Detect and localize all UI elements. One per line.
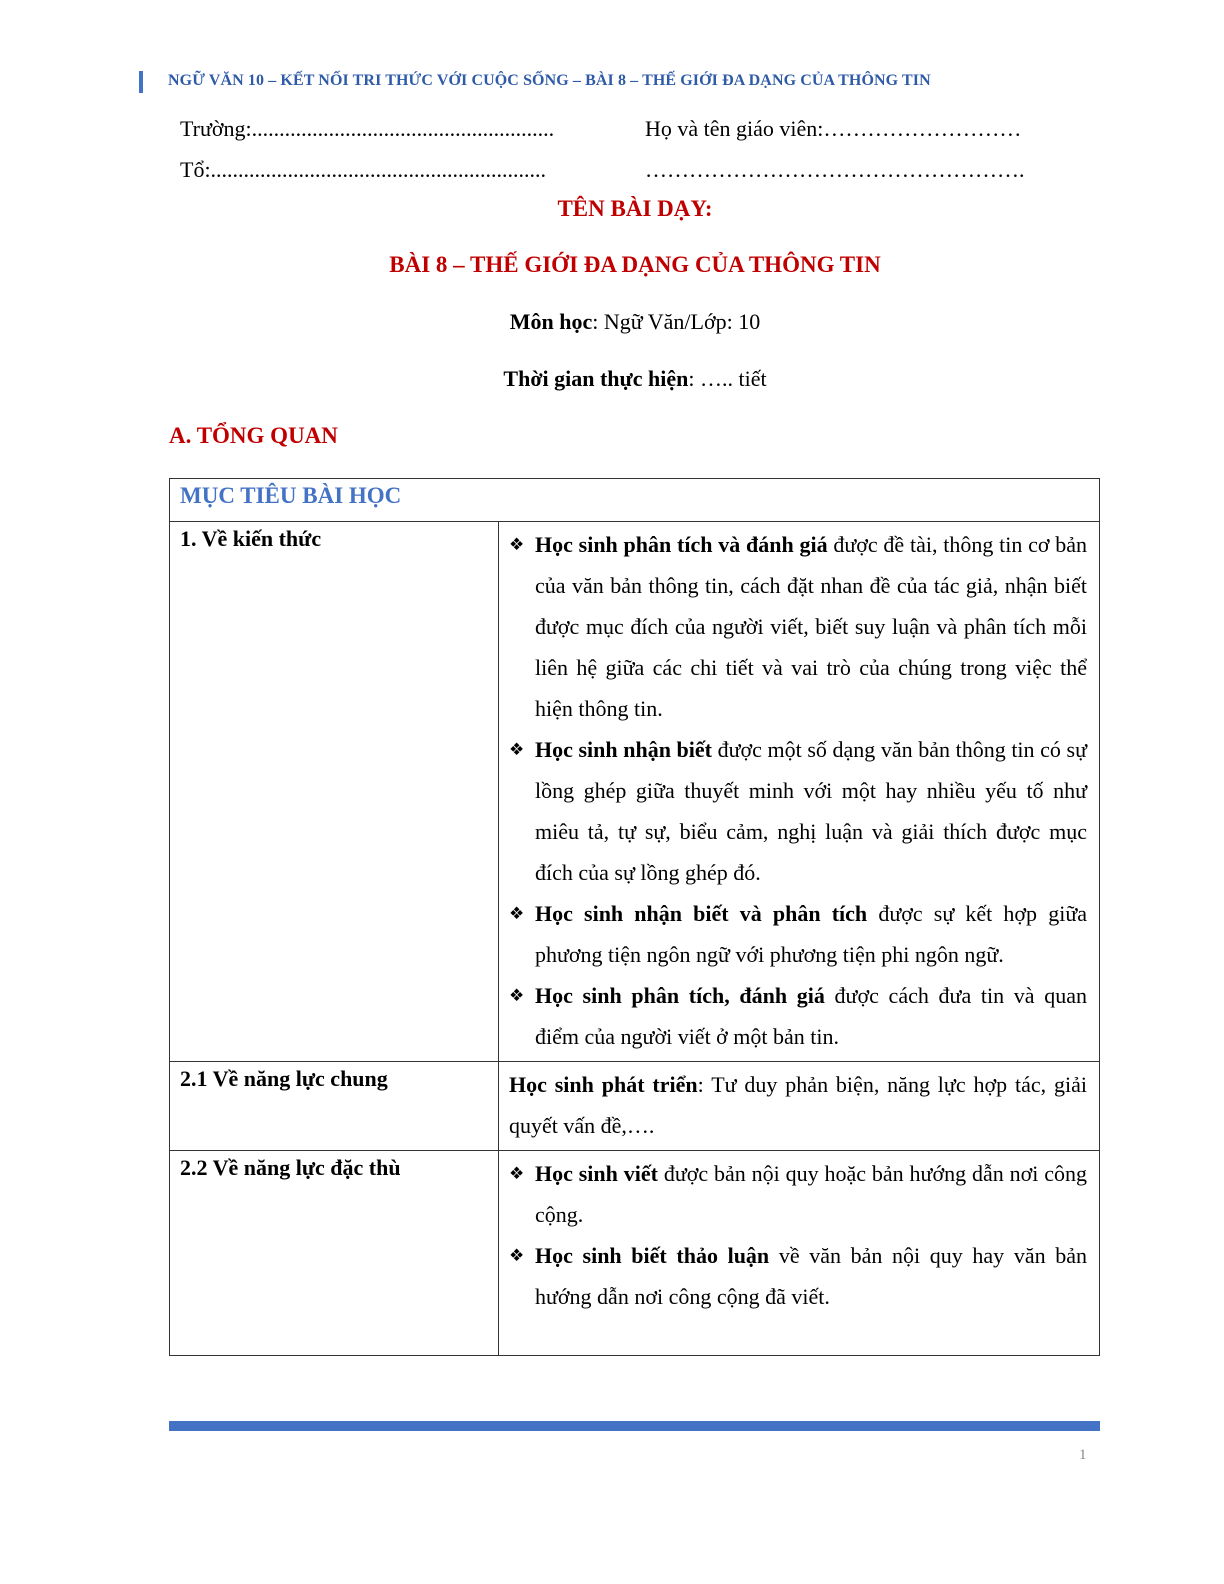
objectives-table <box>169 478 1100 1356</box>
item-bold: Học sinh viết <box>535 1161 658 1186</box>
running-header: NGỮ VĂN 10 – KẾT NỐI TRI THỨC VỚI CUỘC SỐNG – BÀI 8 – THẾ GIỚI ĐA DẠNG CỦA THÔNG TIN <box>168 72 931 89</box>
row-content <box>499 1062 1100 1151</box>
row-label: 2.2 Về năng lực đặc thù <box>170 1151 499 1356</box>
list-item <box>509 1153 1087 1235</box>
item-bold: Học sinh phân tích, đánh giá <box>535 983 825 1008</box>
list-item <box>509 729 1087 893</box>
page-number: 1 <box>1079 1447 1087 1463</box>
bullet-diamond-icon: ❖ <box>509 904 525 923</box>
plain-text <box>509 1064 1087 1146</box>
item-bold: Học sinh nhận biết và phân tích <box>535 901 868 926</box>
list-item <box>509 524 1087 729</box>
item-text: được sự kết hợp giữa phương tiện ngôn ngữ với phương tiện phi ngôn ngữ. <box>535 901 1088 967</box>
subject-label: Môn học <box>509 309 593 334</box>
bullet-diamond-icon: ❖ <box>509 740 525 759</box>
row-label: 1. Về kiến thức <box>170 522 499 1062</box>
item-bold: Học sinh phân tích và đánh giá <box>535 532 828 557</box>
item-text: được bản nội quy hoặc bản hướng dẫn nơi công cộng. <box>535 1161 1087 1227</box>
objectives-title: MỤC TIÊU BÀI HỌC <box>170 479 1100 522</box>
item-bold: Học sinh phát triển <box>509 1072 698 1097</box>
teacher-field: Họ và tên giáo viên:……………………… <box>645 116 1022 141</box>
bullet-diamond-icon: ❖ <box>509 1246 525 1265</box>
item-bold: Học sinh biết thảo luận <box>535 1243 770 1268</box>
table-row <box>170 522 1100 1062</box>
list-item <box>509 1235 1087 1317</box>
teacher-field-line2: ……………………………………………. <box>645 157 1025 182</box>
subject-line <box>0 309 1224 335</box>
bullet-diamond-icon: ❖ <box>509 1164 525 1183</box>
item-text: được cách đưa tin và quan điểm của người viết ở một bản tin. <box>535 983 1087 1049</box>
item-text: được một số dạng văn bản thông tin có sự lồng ghép giữa thuyết minh với một hay nhiều yếu tố như miêu tả, tự sự, biểu cảm, nghị luận và giải thích được mục đích của sự lồng ghép đó. <box>535 737 1087 885</box>
item-text: được đề tài, thông tin cơ bản của văn bản thông tin, cách đặt nhan đề của tác giả, nhận biết được mục đích của người viết, biết suy luận và phân tích mỗi liên hệ giữa các chi tiết và vai trò của chúng trong việc thể hiện thông tin. <box>535 532 1088 721</box>
item-text: về văn bản nội quy hay văn bản hướng dẫn nơi công cộng đã viết. <box>535 1243 1087 1309</box>
group-field: Tổ:............................................................. <box>180 157 547 182</box>
row-content <box>499 522 1100 1062</box>
table-row <box>170 1062 1100 1151</box>
section-heading: A. TỔNG QUAN <box>169 423 338 448</box>
row-label: 2.1 Về năng lực chung <box>170 1062 499 1151</box>
time-label: Thời gian thực hiện <box>503 366 689 391</box>
lesson-name: BÀI 8 – THẾ GIỚI ĐA DẠNG CỦA THÔNG TIN <box>389 252 881 277</box>
item-text: : Tư duy phản biện, năng lực hợp tác, giải quyết vấn đề,…. <box>509 1072 1087 1138</box>
bullet-diamond-icon: ❖ <box>509 986 525 1005</box>
time-value: : ….. tiết <box>688 366 767 391</box>
subject-value: : Ngữ Văn/Lớp: 10 <box>592 309 761 334</box>
lesson-label: TÊN BÀI DẠY: <box>557 196 713 221</box>
row-content <box>499 1151 1100 1356</box>
list-item <box>509 975 1087 1057</box>
footer-accent-bar <box>169 1421 1100 1431</box>
time-line <box>0 366 1224 392</box>
table-row <box>170 1151 1100 1356</box>
school-field: Trường:....................................................... <box>180 116 555 141</box>
list-item <box>509 893 1087 975</box>
item-bold: Học sinh nhận biết <box>535 737 712 762</box>
bullet-diamond-icon: ❖ <box>509 535 525 554</box>
header-accent-bar <box>139 71 143 93</box>
